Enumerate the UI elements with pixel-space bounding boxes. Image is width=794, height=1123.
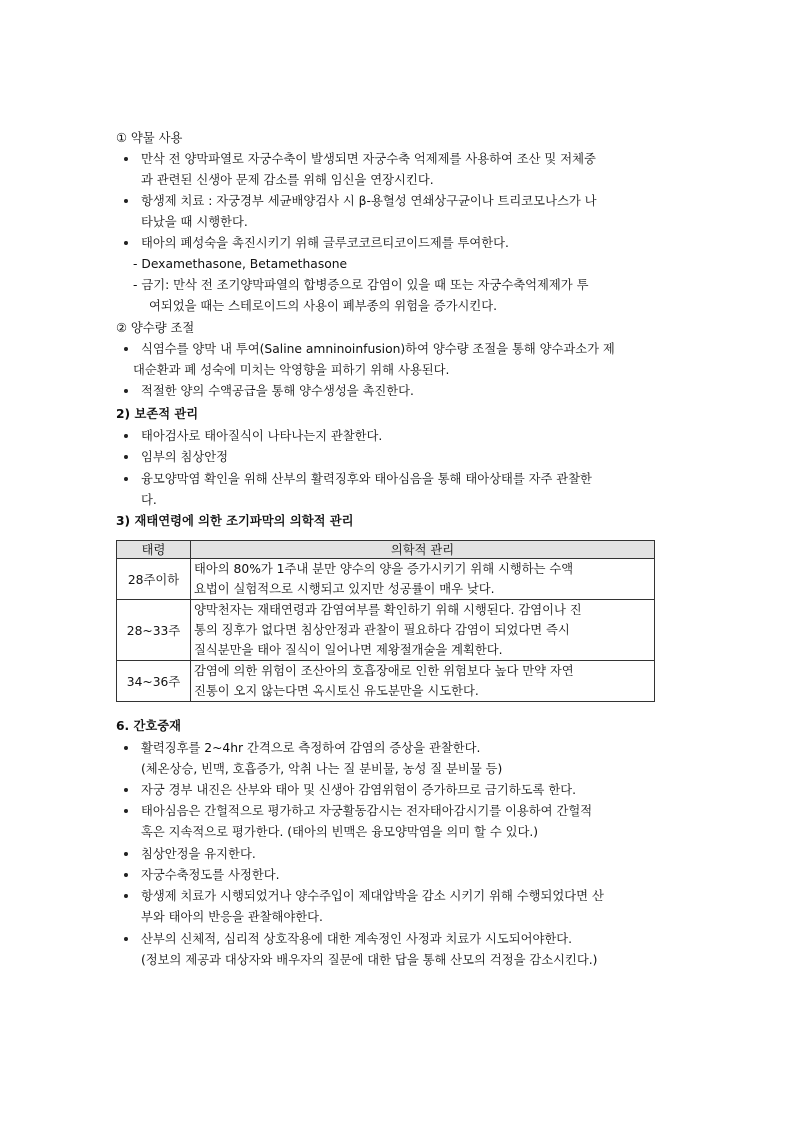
cell-line: 요법이 실험적으로 시행되고 있지만 성공률이 매우 낮다. (194, 582, 495, 596)
paragraph-line: 항생제 치료 : 자궁경부 세균배양검사 시 β-용혈성 연쇄상구균이나 트리코모나스가 나 (141, 194, 597, 208)
paragraph-line: (정보의 제공과 대상자와 배우자의 질문에 대한 답을 통해 산모의 걱정을 감소시킨다.) (141, 953, 598, 967)
bullet-dot (124, 199, 128, 203)
bullet-dot (124, 434, 128, 438)
bullet-dot (124, 852, 128, 856)
paragraph-line: 타났을 때 시행한다. (141, 215, 248, 229)
heading-gestational-age-management: 3) 재태연령에 의한 조기파막의 의학적 관리 (116, 514, 354, 528)
contraindication-line: - 금기: 만삭 전 조기양막파열의 합병증으로 감염이 있을 때 또는 자궁수축억제제가 투 (133, 278, 589, 292)
table-header-cell: 태령 (117, 541, 191, 559)
cell-line: 태아의 80%가 1주내 분만 양수의 양을 증가시키기 위해 시행하는 수액 (194, 562, 574, 576)
contraindication-line: 여되었을 때는 스테로이드의 사용이 폐부종의 위험을 증가시킨다. (149, 299, 498, 313)
paragraph-line: 적절한 양의 수액공급을 통해 양수생성을 촉진한다. (141, 384, 414, 398)
paragraph-line: 대순환과 폐 성숙에 미치는 악영향을 피하기 위해 사용된다. (133, 363, 450, 377)
paragraph-line: 부와 태아의 반응을 관찰해야한다. (141, 910, 323, 924)
cell-line: 질식분만을 태아 질식이 일어나면 제왕절개술을 계획한다. (194, 643, 503, 657)
paragraph-line: 항생제 치료가 시행되었거나 양수주입이 제대압박을 감소 시키기 위해 수행되었다면 산 (141, 889, 604, 903)
gestational-age-cell: 28~33주 (117, 600, 191, 661)
gestational-age-cell: 28주이하 (117, 559, 191, 600)
management-cell (191, 661, 655, 702)
bullet-dot (124, 241, 128, 245)
drug-list-line: - Dexamethasone, Betamethasone (133, 257, 348, 271)
paragraph-line: 임부의 침상안정 (141, 450, 229, 464)
heading-conservative-management: 2) 보존적 관리 (116, 407, 199, 421)
table-header-cell: 의학적 관리 (191, 541, 655, 559)
section-title-medication: ① 약물 사용 (116, 131, 183, 145)
paragraph-line: 태아검사로 태아질식이 나타나는지 관찰한다. (141, 429, 383, 443)
table-row (117, 661, 655, 702)
bullet-dot (124, 894, 128, 898)
cell-line: 감염에 의한 위험이 조산아의 호흡장애로 인한 위험보다 높다 만약 자연 (194, 664, 574, 678)
paragraph-line: 활력징후를 2~4hr 간격으로 측정하여 감염의 증상을 관찰한다. (141, 741, 481, 755)
paragraph-line: 침상안정을 유지한다. (141, 847, 256, 861)
gestational-age-cell: 34~36주 (117, 661, 191, 702)
heading-nursing-intervention: 6. 간호중재 (116, 719, 182, 733)
paragraph-line: 태아의 폐성숙을 촉진시키기 위해 글루코코르티코이드제를 투여한다. (141, 236, 509, 250)
medical-management-table (116, 540, 655, 702)
paragraph-line: 식염수를 양막 내 투여(Saline amninoinfusion)하여 양수량 조절을 통해 양수과소가 제 (141, 342, 615, 356)
bullet-dot (124, 788, 128, 792)
paragraph-line: 산부의 신체적, 심리적 상호작용에 대한 계속정인 사정과 치료가 시도되어야한다. (141, 932, 573, 946)
bullet-dot (124, 937, 128, 941)
paragraph-line: 만삭 전 양막파열로 자궁수축이 발생되면 자궁수축 억제제를 사용하여 조산 및 저체중 (141, 152, 596, 166)
cell-line: 양막천자는 재태연령과 감염여부를 확인하기 위해 시행된다. 감염이나 진 (194, 603, 582, 617)
paragraph-line: (체온상승, 빈맥, 호흡증가, 악취 나는 질 분비물, 농성 질 분비물 등) (141, 762, 503, 776)
bullet-dot (124, 477, 128, 481)
management-cell (191, 600, 655, 661)
paragraph-line: 자궁수축정도를 사정한다. (141, 868, 280, 882)
bullet-dot (124, 455, 128, 459)
paragraph-line: 태아심음은 간헐적으로 평가하고 자궁활동감시는 전자태아감시기를 이용하여 간헐적 (141, 804, 593, 818)
paragraph-line: 과 관련된 신생아 문제 감소를 위해 임신을 연장시킨다. (141, 173, 434, 187)
paragraph-line: 융모양막염 확인을 위해 산부의 활력징후와 태아심음을 통해 태아상태를 자주 관찰한 (141, 472, 592, 486)
paragraph-line: 자궁 경부 내진은 산부와 태아 및 신생아 감염위험이 증가하므로 금기하도록 한다. (141, 783, 576, 797)
management-cell (191, 559, 655, 600)
bullet-dot (124, 746, 128, 750)
bullet-dot (124, 389, 128, 393)
cell-line: 진통이 오지 않는다면 옥시토신 유도분만을 시도한다. (194, 684, 479, 698)
bullet-dot (124, 873, 128, 877)
paragraph-line: 다. (141, 493, 157, 507)
bullet-dot (124, 347, 128, 351)
section-title-amniotic-fluid: ② 양수량 조절 (116, 321, 195, 335)
cell-line: 통의 징후가 없다면 침상안정과 관찰이 필요하다 감염이 되었다면 즉시 (194, 623, 570, 637)
bullet-dot (124, 157, 128, 161)
table-row (117, 559, 655, 600)
table-row (117, 600, 655, 661)
paragraph-line: 혹은 지속적으로 평가한다. (태아의 빈맥은 융모양막염을 의미 할 수 있다.) (141, 825, 539, 839)
bullet-dot (124, 809, 128, 813)
table-header-row (117, 541, 655, 559)
